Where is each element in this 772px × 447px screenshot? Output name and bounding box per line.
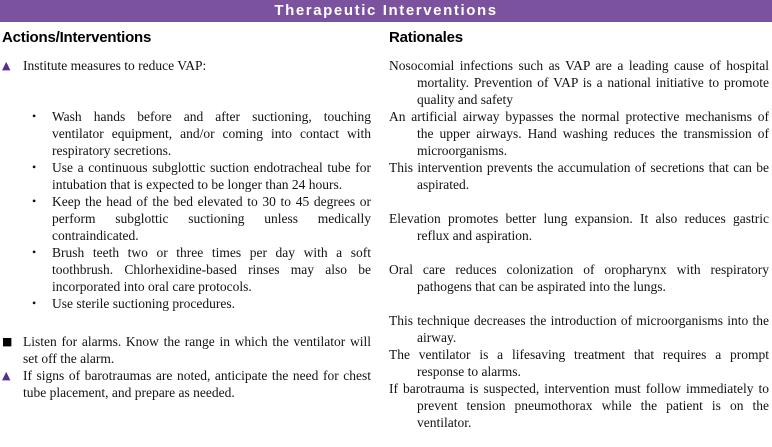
table-title-bar (0, 0, 772, 22)
bullet-item-head-of-bed (32, 193, 371, 244)
bullet-icon: • (32, 245, 37, 259)
action-item-barotrauma (2, 367, 371, 401)
rationales-column (389, 22, 770, 431)
bullet-item-text: Brush teeth two or three times per day with a soft toothbrush. Chlorhexidine-based rinses may also be incorporated into oral care protocols. (52, 245, 371, 294)
rationale-artificial-airway: An artificial airway bypasses the normal protective mechanisms of the upper airways. Hand washing reduces the transmission of microorganisms. (389, 109, 769, 158)
rationale-oral-care: Oral care reduces colonization of oropharynx with respiratory pathogens that can be aspirated into the lungs. (389, 262, 769, 294)
action-item-text: Listen for alarms. Know the range in which the ventilator will set off the alarm. (23, 334, 371, 366)
action-sub-bullet-list (2, 108, 371, 312)
rationale-ventilator-lifesaving: The ventilator is a lifesaving treatment that requires a prompt response to alarms. (389, 347, 769, 379)
rationale-technique-decreases: This technique decreases the introduction of microorganisms into the airway. (389, 313, 769, 345)
action-item-text: Institute measures to reduce VAP: (23, 58, 207, 73)
table-body (0, 22, 772, 431)
rationale-elevation: Elevation promotes better lung expansion. It also reduces gastric reflux and aspiration. (389, 211, 769, 243)
actions-column-header: Actions/Interventions (2, 29, 152, 46)
actions-column (2, 22, 389, 431)
bullet-item-brush-teeth (32, 244, 371, 295)
action-item-text: If signs of barotraumas are noted, anticipate the need for chest tube placement, and prepare as needed. (23, 368, 371, 400)
rationale-barotrauma-suspected: If barotrauma is suspected, intervention must follow immediately to prevent tension pneumothorax while the patient is on the ventilator. (389, 381, 769, 430)
bullet-item-text: Use a continuous subglottic suction endotracheal tube for intubation that is expected to be longer than 24 hours. (52, 160, 371, 192)
bullet-icon: • (32, 296, 37, 310)
bullet-item-subglottic-tube (32, 159, 371, 193)
triangle-icon: ▲ (2, 59, 11, 72)
action-item-listen-alarms (2, 333, 371, 367)
square-icon: ■ (2, 335, 13, 348)
action-item-institute-vap (2, 57, 371, 74)
bullet-icon: • (32, 109, 37, 123)
rationale-nosocomial: Nosocomial infections such as VAP are a leading cause of hospital mortality. Prevention of VAP is a national initiative to promote quality and safety (389, 58, 769, 107)
rationale-prevents-accumulation: This intervention prevents the accumulation of secretions that can be aspirated. (389, 160, 769, 192)
bullet-icon: • (32, 160, 37, 174)
table-title: Therapeutic Interventions (274, 2, 498, 19)
bullet-item-wash-hands (32, 108, 371, 159)
bullet-item-text: Use sterile suctioning procedures. (52, 296, 235, 311)
bullet-item-text: Wash hands before and after suctioning, touching ventilator equipment, and/or coming into contact with respiratory secretions. (52, 109, 371, 158)
bullet-icon: • (32, 194, 37, 208)
triangle-icon: ▲ (2, 369, 11, 382)
bullet-item-text: Keep the head of the bed elevated to 30 to 45 degrees or perform subglottic suctioning unless medically contraindicated. (52, 194, 371, 243)
bullet-item-sterile-suctioning (32, 295, 371, 312)
rationales-column-header: Rationales (389, 29, 463, 46)
